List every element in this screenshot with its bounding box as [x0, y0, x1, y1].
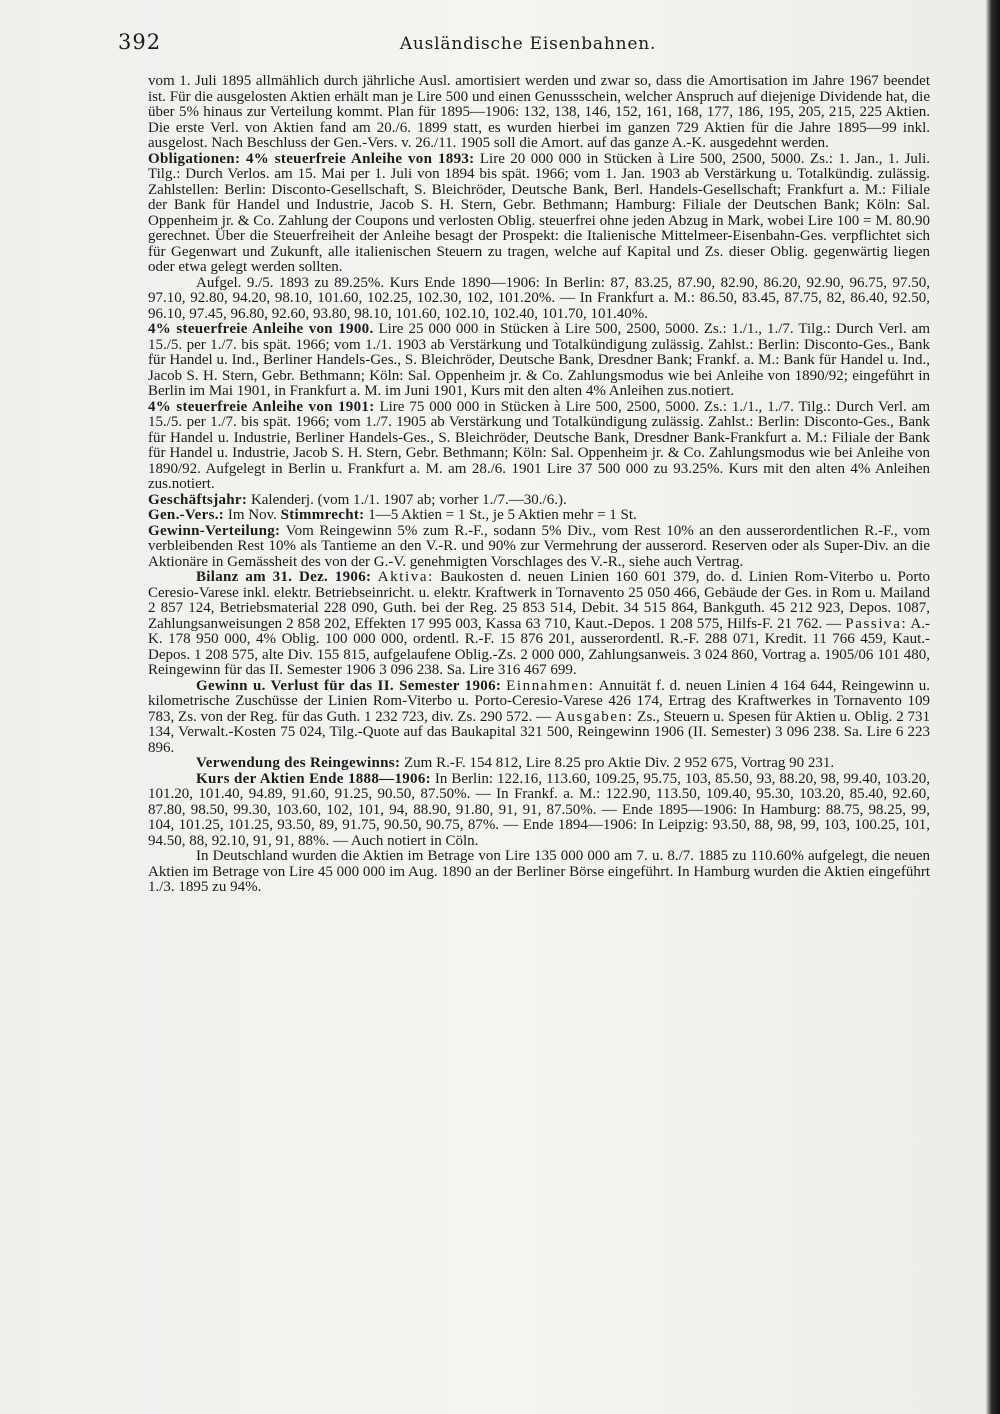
paragraph-verwendung	[148, 756, 930, 772]
bilanz-heading: Bilanz am 31. Dez. 1906:	[196, 569, 372, 585]
paragraph-aufgelegt: Aufgel. 9./5. 1893 zu 89.25%. Kurs Ende 1890—1906: In Berlin: 87, 83.25, 87.90, 82.90, 86.20, 92.90, 96.75, 97.50, 97.10, 92.80, 94.20, 98.10, 101.60, 102.25, 102.30, 102, 101.20%. — In Frankfurt a. M.: 86.50, 83.45, 87.75, 82, 86.40, 92.50, 96.10, 97.45, 96.80, 92.60, 93.80, 98.10, 101.60, 102.10, 102.40, 101.70, 101.40%.	[148, 274, 930, 322]
bilanz-passiva-text: A.-K. 178 950 000, 4% Oblig. 100 000 000, ordentl. R.-F. 15 876 201, ausserordentl. R.-F. 288 071, Kredit. 11 766 459, Kaut.-Depos. 1 208 575, alte Div. 155 815, aufgelaufene Oblig.-Zs. 2 000 000, Zahlungsanweis. 3 024 860, Vortrag a. 1905/06 101 480, Reingewinn für das II. Semester 1906 3 096 238. Sa. Lire 316 467 699.	[148, 615, 931, 678]
body-text	[148, 74, 930, 896]
paragraph-anleihe-1900	[148, 322, 930, 400]
paragraph-geschaeftsjahr	[148, 493, 930, 509]
paragraph-gen-vers	[148, 508, 930, 524]
page-edge-shadow	[986, 0, 1000, 1414]
paragraph-gewinn-verteilung	[148, 524, 930, 571]
verwendung-heading: Verwendung des Reingewinns:	[196, 755, 401, 771]
obligationen-heading: Obligationen: 4% steuerfreie Anleihe von 1893:	[148, 150, 475, 167]
paragraph-kurs-aktien	[148, 772, 930, 850]
paragraph-obligationen	[148, 152, 930, 276]
anleihe-1901-text: Lire 75 000 000 in Stücken à Lire 500, 2500, 5000. Zs.: 1./1., 1./7. Tilg.: Durch Verl. am 15./5. per 1./7. bis spät. 1966; vom 1./7. 1905 ab Verstärkung und Totalkündigung zulässig. Zahlst.: Berlin: Disconto-Ges., Bank für Handel u. Industrie, Berliner Handels-Ges., S. Bleichröder, Deutsche Bank, Dresdner Bank-Frankfurt a. M.: Filiale der Bank für Handel u. Industrie, Jacob S. H. Stern, Gebr. Bethmann; Köln: Sal. Oppenheim jr. & Co. Zahlungsmodus wie bei Anleihe von 1890/92. Aufgelegt in Berlin u. Frankfurt a. M. am 28./6. 1901 Lire 37 500 000 zu 93.25%. Kurs mit den alten 4% Anleihen zus.notiert.	[148, 398, 931, 492]
paragraph-bilanz	[148, 570, 930, 679]
kurs-aktien-text: In Berlin: 122.16, 113.60, 109.25, 95.75, 103, 85.50, 93, 88.20, 98, 99.40, 103.20, 101.20, 101.40, 94.89, 91.60, 91.25, 90.50, 87.50%. — In Frankf. a. M.: 122.90, 113.50, 109.40, 95.30, 103.20, 85.40, 92.60, 87.80, 98.50, 99.30, 103.60, 102, 101, 94, 88.90, 91.80, 91, 91, 87.50%. — Ende 1895—1906: In Hamburg: 88.75, 98.25, 99, 104, 101.25, 101.25, 93.50, 89, 91.75, 90.50, 90.75, 87%. — Ende 1894—1906: In Leipzig: 93.50, 88, 98, 99, 103, 100.25, 101, 94.50, 88, 92.10, 91, 91, 88%. — Auch notiert in Cöln.	[148, 770, 930, 849]
ausgaben-text: Zs., Steuern u. Spesen für Aktien u. Oblig. 2 731 134, Verwalt.-Kosten 75 024, Tilg.-Quote auf das Baukapital 321 500, Reingewinn 1906 (II. Semester) 3 096 238. Sa. Lire 6 223 896.	[148, 708, 930, 756]
paragraph-amortization: vom 1. Juli 1895 allmählich durch jährliche Ausl. amortisiert werden und zwar so, dass die Amortisation im Jahre 1967 beendet ist. Für die ausgelosten Aktien erhält man je Lire 500 und einen Genussschein, welcher Anspruch auf diejenige Dividende hat, die über 5% hinaus zur Verteilung kommt. Plan für 1895—1906: 132, 138, 146, 152, 161, 168, 177, 186, 195, 205, 215, 225 Aktien. Die erste Verl. von Aktien fand am 20./6. 1899 statt, es wurden hierbei im ganzen 729 Aktien für die Jahre 1895—99 inkl. ausgelost. Nach Beschluss der Gen.-Vers. v. 26./11. 1905 soll die Amort. auf das ganze A.-K. ausgedehnt werden.	[148, 73, 930, 151]
obligationen-text: Lire 20 000 000 in Stücken à Lire 500, 2500, 5000. Zs.: 1. Jan., 1. Juli. Tilg.: Durch Verlos. am 15. Mai per 1. Juli von 1894 bis spät. 1966; vom 1. Jan. 1903 ab Verstärkung u. Totalkündig. zulässig. Zahlstellen: Berlin: Disconto-Gesellschaft, S. Bleichröder, Deutsche Bank, Berl. Handels-Gesellschaft; Frankfurt a. M.: Filiale der Bank für Handel und Industrie, Jacob S. H. Stern, Gebr. Bethmann; Hamburg: Filiale der Deutschen Bank; Köln: Sal. Oppenheim jr. & Co. Zahlung der Coupons und verlosten Oblig. steuerfrei ohne jeden Abzug in Mark, wobei Lire 100 = M. 80.90 gerechnet. Über die Steuerfreiheit der Anleihe besagt der Prospekt: die Italienische Mittelmeer-Eisenbahn-Ges. verpflichtet sich für Gegenwart und Zukunft, alle italienischen Steuern zu tragen, welche auf Kapital und Zs. dieser Oblig. gegenwärtig liegen oder etwa gelegt werden sollten.	[148, 150, 930, 275]
page-number: 392	[118, 30, 162, 54]
geschaeftsjahr-heading: Geschäftsjahr:	[148, 491, 248, 508]
geschaeftsjahr-text: Kalenderj. (vom 1./1. 1907 ab; vorher 1./7.—30./6.).	[247, 491, 567, 508]
stimmrecht-text: 1—5 Aktien = 1 St., je 5 Aktien mehr = 1 St.	[364, 507, 637, 523]
running-title: Ausländische Eisenbahnen.	[399, 34, 657, 54]
stimmrecht-heading: Stimmrecht:	[280, 507, 365, 523]
einnahmen-label: Einnahmen:	[506, 677, 595, 694]
gewinn-verteilung-heading: Gewinn-Verteilung:	[148, 522, 281, 539]
paragraph-deutschland: In Deutschland wurden die Aktien im Betrage von Lire 135 000 000 am 7. u. 8./7. 1885 zu 110.60% aufgelegt, die neuen Aktien im Betrage von Lire 45 000 000 im Aug. 1890 an der Berliner Börse eingeführt. In Hamburg wurden die Aktien eingeführt 1./3. 1895 zu 94%.	[148, 848, 930, 895]
gen-vers-text: Im Nov.	[224, 507, 281, 523]
gen-vers-heading: Gen.-Vers.:	[148, 507, 225, 523]
paragraph-anleihe-1901	[148, 400, 930, 493]
gewinn-verteilung-text: Vom Reingewinn 5% zum R.-F., sodann 5% Div., vom Rest 10% an den ausserordentlichen R.-F., vom verbleibenden Rest 10% als Tantieme an den V.-R. und 90% zur Vermehrung der ausserord. Reserven oder als Super-Div. an die Aktionäre in Gemässheit des von der G.-V. genehmigten Vorschlages des V.-R., siehe auch Vertrag.	[148, 522, 930, 570]
kurs-aktien-heading: Kurs der Aktien Ende 1888—1906:	[196, 770, 431, 787]
anleihe-1901-heading: 4% steuerfreie Anleihe von 1901:	[148, 398, 375, 415]
gewinn-verlust-heading: Gewinn u. Verlust für das II. Semester 1906:	[196, 677, 502, 694]
paragraph-gewinn-verlust	[148, 679, 930, 757]
aktiva-label: Aktiva:	[377, 569, 434, 585]
page-header	[118, 30, 938, 60]
anleihe-1900-heading: 4% steuerfreie Anleihe von 1900.	[148, 321, 374, 337]
ausgaben-label: Ausgaben:	[554, 708, 634, 725]
anleihe-1900-text: Lire 25 000 000 in Stücken à Lire 500, 2500, 5000. Zs.: 1./1., 1./7. Tilg.: Durch Verl. am 15./5. per 1./7. bis spät. 1966; vom 1./1. 1903 ab Verstärkung und Totalkündigung zulässig. Zahlst.: Berlin: Disconto-Ges., Bank für Handel u. Ind., Berliner Handels-Ges., S. Bleichröder, Deutsche Bank, Dresdner Bank; Frankf. a. M.: Bank für Handel u. Ind., Jacob S. H. Stern, Gebr. Bethmann; Köln: Sal. Oppenheim jr. & Co. Zahlungsmodus wie bei Anleihe von 1890/92; eingeführt in Berlin im Mai 1901, in Frankfurt a. M. im Juni 1901, Kurs mit den alten 4% Anleihen zus.notiert.	[148, 321, 931, 399]
bilanz-aktiva-text: Baukosten d. neuen Linien 160 601 379, do. d. Linien Rom-Viterbo u. Porto Ceresio-Varese inkl. elektr. Betriebseinricht. u. elektr. Kraftwerk in Tornavento 25 050 466, Gebäude der Ges. in Rom u. Mailand 2 857 124, Betriebsmaterial 228 090, Guth. bei der Reg. 25 853 514, Debit. 34 515 864, Bankguth. 45 212 923, Depos. 1087, Zahlungsanweisungen 2 858 202, Effekten 17 995 003, Kassa 63 710, Kaut.-Depos. 1 208 575, Hilfs-F. 21 762. —	[148, 569, 930, 632]
passiva-label: Passiva:	[845, 615, 908, 632]
einnahmen-text: Annuität f. d. neuen Linien 4 164 644, Reingewinn u. kilometrische Zuschüsse der Linien Rom-Viterbo u. Porto-Ceresio-Varese 426 174, Ertrag des Kraftwerkes in Tornavento 109 783, Zs. von der Reg. für das Guth. 1 232 723, div. Zs. 290 572. —	[148, 677, 931, 725]
verwendung-text: Zum R.-F. 154 812, Lire 8.25 pro Aktie Div. 2 952 675, Vortrag 90 231.	[400, 755, 835, 771]
